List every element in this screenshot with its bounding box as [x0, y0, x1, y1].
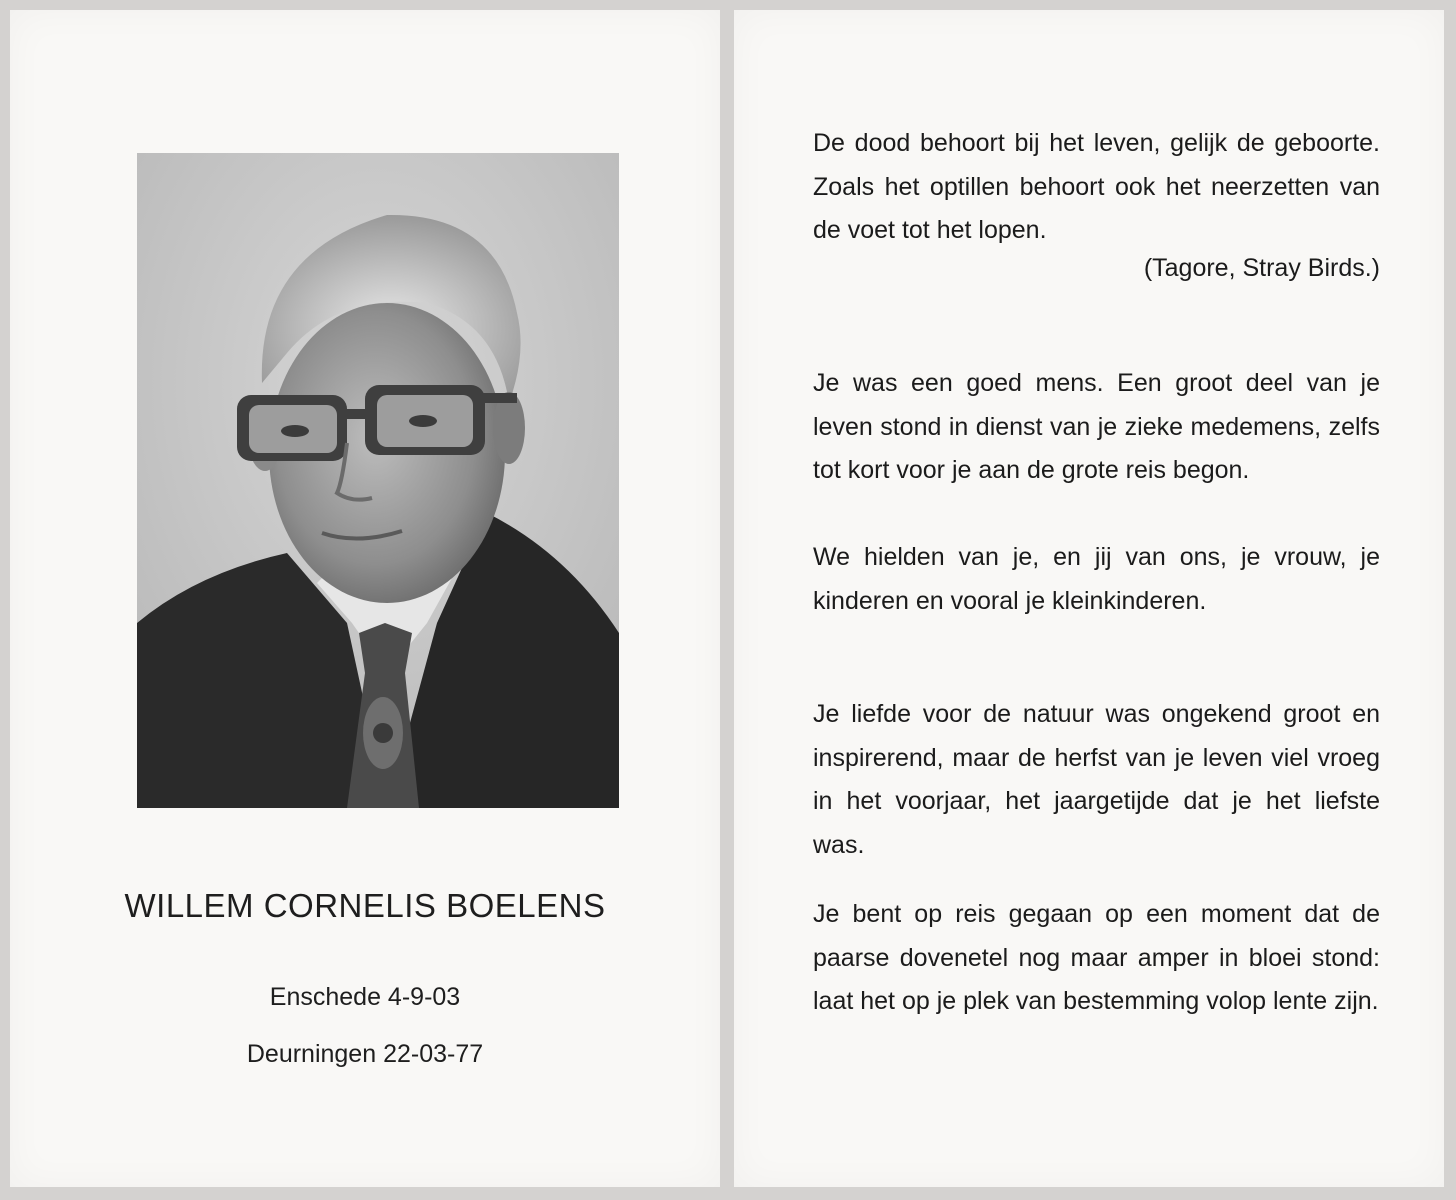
memorial-paragraph: Je was een goed mens. Een groot deel van je leven stond in dienst van je zieke medemens, zelfs tot kort voor je aan de grote reis begon.: [813, 369, 1380, 484]
memorial-card-back: [734, 10, 1444, 1187]
memorial-paragraph: We hielden van je, en jij van ons, je vrouw, je kinderen en vooral je kleinkinderen.: [813, 543, 1380, 615]
deceased-name: WILLEM CORNELIS BOELENS: [124, 887, 606, 924]
memorial-card-front: [10, 10, 720, 1187]
memorial-paragraph: Je bent op reis gegaan op een moment dat de paarse dovenetel nog maar amper in bloei stond: laat het op je plek van bestemming volop lente zijn.: [813, 900, 1380, 1015]
memorial-paragraph: Je liefde voor de natuur was ongekend groot en inspirerend, maar de herfst van je leven viel vroeg in het voorjaar, het jaargetijde dat je het liefste was.: [813, 700, 1380, 859]
quote-attribution: (Tagore, Stray Birds.): [1143, 254, 1380, 282]
portrait-photo: [137, 153, 619, 808]
death-place-date: Deurningen 22-03-77: [246, 1040, 484, 1068]
portrait-image: [137, 153, 619, 808]
tagore-quote: De dood behoort bij het leven, gelijk de geboorte. Zoals het optillen behoort ook het neerzetten van de voet tot het lopen.: [813, 129, 1380, 244]
birth-place-date: Enschede 4-9-03: [269, 983, 461, 1011]
